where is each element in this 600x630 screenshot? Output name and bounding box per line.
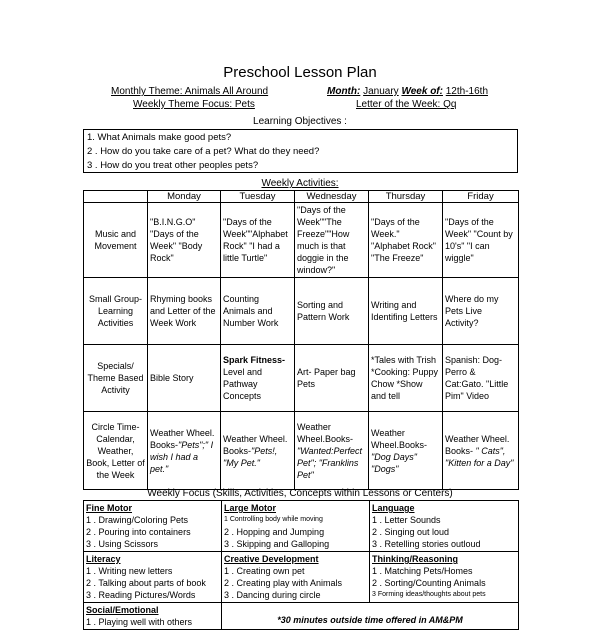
day-thursday: Thursday bbox=[369, 191, 443, 203]
weekly-focus-theme: Weekly Theme Focus: Pets bbox=[133, 99, 255, 110]
small-group-monday: Rhyming books and Letter of the Week Work bbox=[148, 278, 221, 345]
objectives-box bbox=[83, 129, 518, 173]
letter-of-week: Letter of the Week: Qq bbox=[356, 99, 457, 110]
list-item: 3 . Dancing during circle bbox=[224, 590, 321, 600]
list-item: 3 . Skipping and Galloping bbox=[224, 539, 330, 549]
day-header-row bbox=[84, 191, 519, 203]
creative-cell bbox=[222, 552, 370, 603]
table-row bbox=[84, 501, 519, 552]
literacy-cell bbox=[84, 552, 222, 603]
table-row bbox=[84, 203, 519, 278]
corner-cell bbox=[84, 191, 148, 203]
specials-wednesday: Art- Paper bag Pets bbox=[295, 345, 369, 412]
table-row bbox=[84, 412, 519, 490]
table-row bbox=[84, 345, 519, 412]
row-label-music: Music and Movement bbox=[84, 203, 148, 278]
small-group-tuesday: Counting Animals and Number Work bbox=[221, 278, 295, 345]
music-tuesday: "Days of the Week""Alphabet Rock" "I had a little Turtle" bbox=[221, 203, 295, 278]
outside-time-note-cell bbox=[222, 603, 519, 630]
list-item: 3 Forming ideas/thoughts about pets bbox=[372, 591, 486, 598]
list-item: 3 . Reading Pictures/Words bbox=[86, 590, 196, 600]
music-wednesday: "Days of the Week""The Freeze""How much is that doggie in the window?" bbox=[295, 203, 369, 278]
list-item: 2 . Singing out loud bbox=[372, 527, 450, 537]
objective-item: 1. What Animals make good pets? bbox=[87, 132, 232, 143]
list-item: 2 . Hopping and Jumping bbox=[224, 527, 325, 537]
row-label-specials: Specials/ Theme Based Activity bbox=[84, 345, 148, 412]
table-row bbox=[84, 603, 519, 630]
social-heading: Social/Emotional bbox=[86, 605, 159, 615]
large-motor-heading: Large Motor bbox=[224, 503, 277, 513]
month-week: Month: January Week of: 12th-16th bbox=[327, 86, 489, 97]
large-motor-cell bbox=[222, 501, 370, 552]
circle-friday: Weather Wheel. Books- " Cats", "Kitten for a Day" bbox=[443, 412, 519, 490]
objectives-title: Learning Objectives : bbox=[253, 116, 347, 127]
day-tuesday: Tuesday bbox=[221, 191, 295, 203]
specials-thursday: *Tales with Trish *Cooking: Puppy Chow *Show and tell bbox=[369, 345, 443, 412]
table-row bbox=[84, 552, 519, 603]
circle-monday: Weather Wheel. Books-"Pets";" I wish I had a pet." bbox=[148, 412, 221, 490]
list-item: 1 . Letter Sounds bbox=[372, 515, 441, 525]
specials-tuesday: Spark Fitness- Level and Pathway Concepts bbox=[221, 345, 295, 412]
thinking-cell bbox=[370, 552, 519, 603]
thinking-heading: Thinking/Reasoning bbox=[372, 554, 459, 564]
music-monday: "B.I.N.G.O" "Days of the Week" "Body Rock" bbox=[148, 203, 221, 278]
focus-title: Weekly Focus (Skills, Activities, Concepts within Lessons or Centers) bbox=[147, 488, 453, 499]
specials-friday: Spanish: Dog- Perro & Cat:Gato. "Little Pim" Video bbox=[443, 345, 519, 412]
day-wednesday: Wednesday bbox=[295, 191, 369, 203]
day-friday: Friday bbox=[443, 191, 519, 203]
table-row bbox=[84, 278, 519, 345]
small-group-wednesday: Sorting and Pattern Work bbox=[295, 278, 369, 345]
list-item: 3 . Retelling stories outloud bbox=[372, 539, 481, 549]
objective-item: 3 . How do you treat other peoples pets? bbox=[87, 160, 259, 171]
objective-item: 2 . How do you take care of a pet? What do they need? bbox=[87, 146, 320, 157]
list-item: 1 . Playing well with others bbox=[86, 617, 193, 627]
list-item: 1 . Matching Pets/Homes bbox=[372, 566, 473, 576]
list-item: 2 . Creating play with Animals bbox=[224, 578, 343, 588]
list-item: 2 . Talking about parts of book bbox=[86, 578, 206, 588]
list-item: 3 . Using Scissors bbox=[86, 539, 159, 549]
small-group-thursday: Writing and Identifing Letters bbox=[369, 278, 443, 345]
language-cell bbox=[370, 501, 519, 552]
list-item: 1 . Drawing/Coloring Pets bbox=[86, 515, 189, 525]
outside-time-note: *30 minutes outside time offered in AM&PM bbox=[277, 615, 463, 625]
fine-motor-heading: Fine Motor bbox=[86, 503, 132, 513]
list-item: 1 . Creating own pet bbox=[224, 566, 305, 576]
literacy-heading: Literacy bbox=[86, 554, 121, 564]
music-friday: "Days of the Week" "Count by 10's" "I can wiggle" bbox=[443, 203, 519, 278]
language-heading: Language bbox=[372, 503, 415, 513]
creative-heading: Creative Development bbox=[224, 554, 319, 564]
circle-wednesday: Weather Wheel.Books- "Wanted:Perfect Pet"; "Franklins Pet" bbox=[295, 412, 369, 490]
weekly-focus-table bbox=[83, 500, 519, 630]
specials-monday: Bible Story bbox=[148, 345, 221, 412]
row-label-small-group: Small Group- Learning Activities bbox=[84, 278, 148, 345]
social-cell bbox=[84, 603, 222, 630]
list-item: 2 . Pouring into containers bbox=[86, 527, 191, 537]
list-item: 1 . Writing new letters bbox=[86, 566, 173, 576]
day-monday: Monday bbox=[148, 191, 221, 203]
circle-tuesday: Weather Wheel. Books-"Pets!, "My Pet." bbox=[221, 412, 295, 490]
activities-title: Weekly Activities: bbox=[261, 178, 339, 189]
small-group-friday: Where do my Pets Live Activity? bbox=[443, 278, 519, 345]
circle-thursday: Weather Wheel.Books- "Dog Days" "Dogs" bbox=[369, 412, 443, 490]
monthly-theme: Monthly Theme: Animals All Around bbox=[111, 86, 269, 97]
list-item: 2 . Sorting/Counting Animals bbox=[372, 578, 486, 588]
fine-motor-cell bbox=[84, 501, 222, 552]
row-label-circle-time: Circle Time- Calendar, Weather, Book, Letter of the Week bbox=[84, 412, 148, 490]
weekly-activities-table bbox=[83, 190, 519, 490]
music-thursday: "Days of the Week." "Alphabet Rock" "The Freeze" bbox=[369, 203, 443, 278]
page-title: Preschool Lesson Plan bbox=[223, 64, 377, 81]
list-item: 1 Controlling body while moving bbox=[224, 516, 323, 523]
